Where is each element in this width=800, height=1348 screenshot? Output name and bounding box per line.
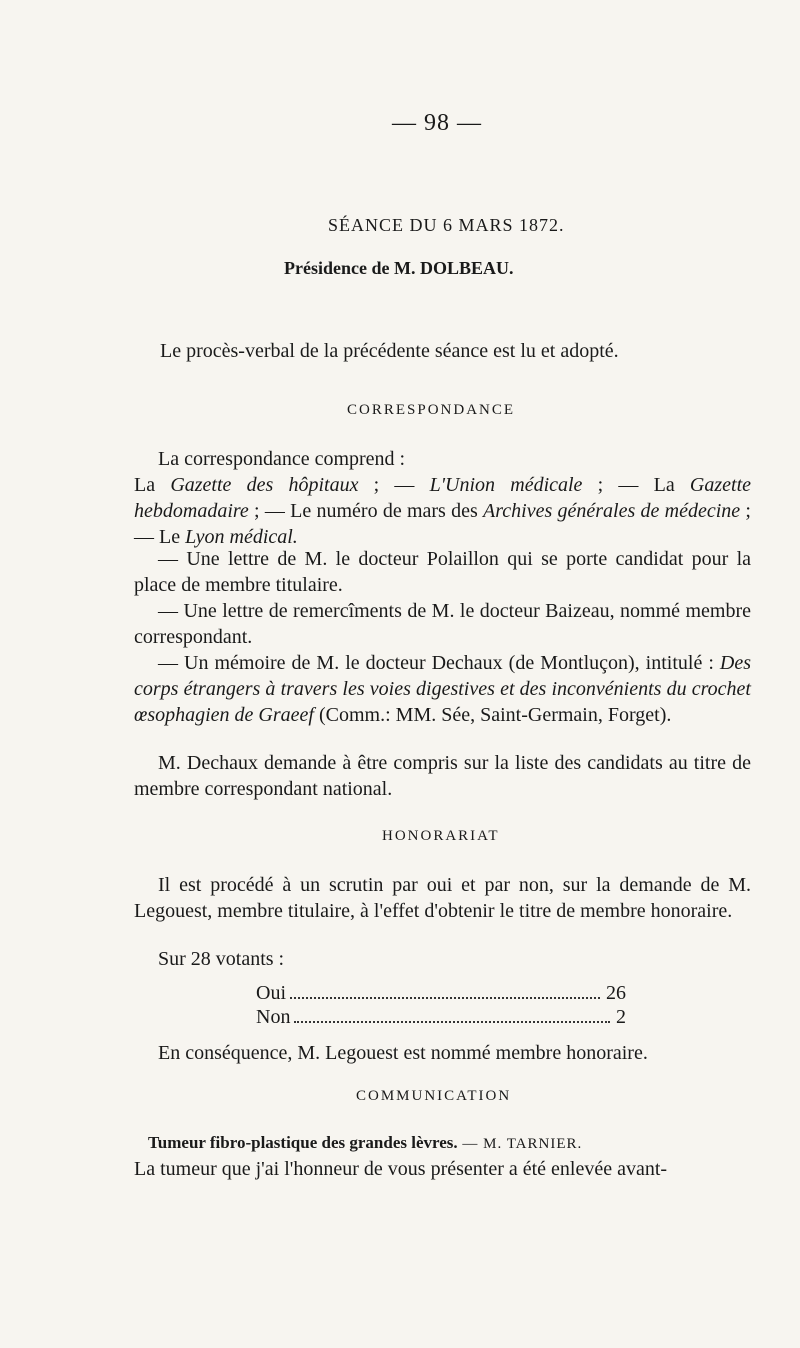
vote-row-non: Non 2	[256, 1006, 626, 1028]
leader-dots	[294, 1006, 610, 1023]
lyon-medical: Lyon médical.	[185, 526, 298, 548]
journaux-paragraph: La Gazette des hôpitaux ; — L'Union médicale ; — La Gazette hebdomadaire ; — Le numéro de mars des Archives générales de médecine ; — Le Lyon médical.	[134, 474, 751, 548]
communication-author: — M. TARNIER.	[457, 1136, 583, 1152]
archives-generales: Archives générales de médecine	[483, 500, 741, 522]
communication-title: Tumeur fibro-plastique des grandes lèvres. — M. TARNIER.	[148, 1133, 583, 1152]
memoire-title: Des corps étrangers à travers les voies digestives et des inconvénients du crochet œsophagien de Graeef	[134, 652, 751, 726]
union-medicale: L'Union médicale	[429, 474, 583, 496]
leader-dots	[290, 982, 600, 999]
presidence-line: Présidence de M. DOLBEAU.	[284, 258, 514, 278]
votants-line: Sur 28 votants :	[158, 948, 285, 970]
correspondance-item-2: — Une lettre de remercîments de M. le docteur Baizeau, nommé membre correspondant.	[134, 600, 751, 648]
page-number: — 98 —	[392, 110, 482, 136]
communication-heading: COMMUNICATION	[356, 1088, 512, 1104]
honorariat-text: Il est procédé à un scrutin par oui et par non, sur la demande de M. Legouest, membre titulaire, à l'effet d'obtenir le titre de membre honoraire.	[134, 874, 751, 922]
communication-text: La tumeur que j'ai l'honneur de vous présenter a été enlevée avant-	[134, 1158, 668, 1180]
correspondance-item-4: M. Dechaux demande à être compris sur la liste des candidats au titre de membre correspondant national.	[134, 752, 751, 800]
gazette-hebdomadaire: Gazette hebdomadaire	[134, 474, 751, 522]
correspondance-heading: CORRESPONDANCE	[347, 402, 516, 418]
seance-title: SÉANCE DU 6 MARS 1872.	[328, 215, 565, 235]
proces-verbal: Le procès-verbal de la précédente séance est lu et adopté.	[160, 340, 619, 362]
honorariat-heading: HONORARIAT	[382, 828, 500, 844]
gazette-hopitaux: Gazette des hôpitaux	[170, 474, 359, 496]
correspondance-item-3: — Un mémoire de M. le docteur Dechaux (de Montluçon), intitulé : Des corps étrangers à travers les voies digestives et des inconvénients du crochet œsophagien de Graeef (Comm.: MM. Sée, Saint-Germain, Forget).	[134, 652, 751, 726]
correspondance-intro: La correspondance comprend :	[158, 448, 406, 470]
vote-row-oui: Oui 26	[256, 982, 626, 1004]
correspondance-item-1: — Une lettre de M. le docteur Polaillon qui se porte candidat pour la place de membre titulaire.	[134, 548, 751, 596]
honorariat-conclusion: En conséquence, M. Legouest est nommé membre honoraire.	[158, 1042, 648, 1064]
